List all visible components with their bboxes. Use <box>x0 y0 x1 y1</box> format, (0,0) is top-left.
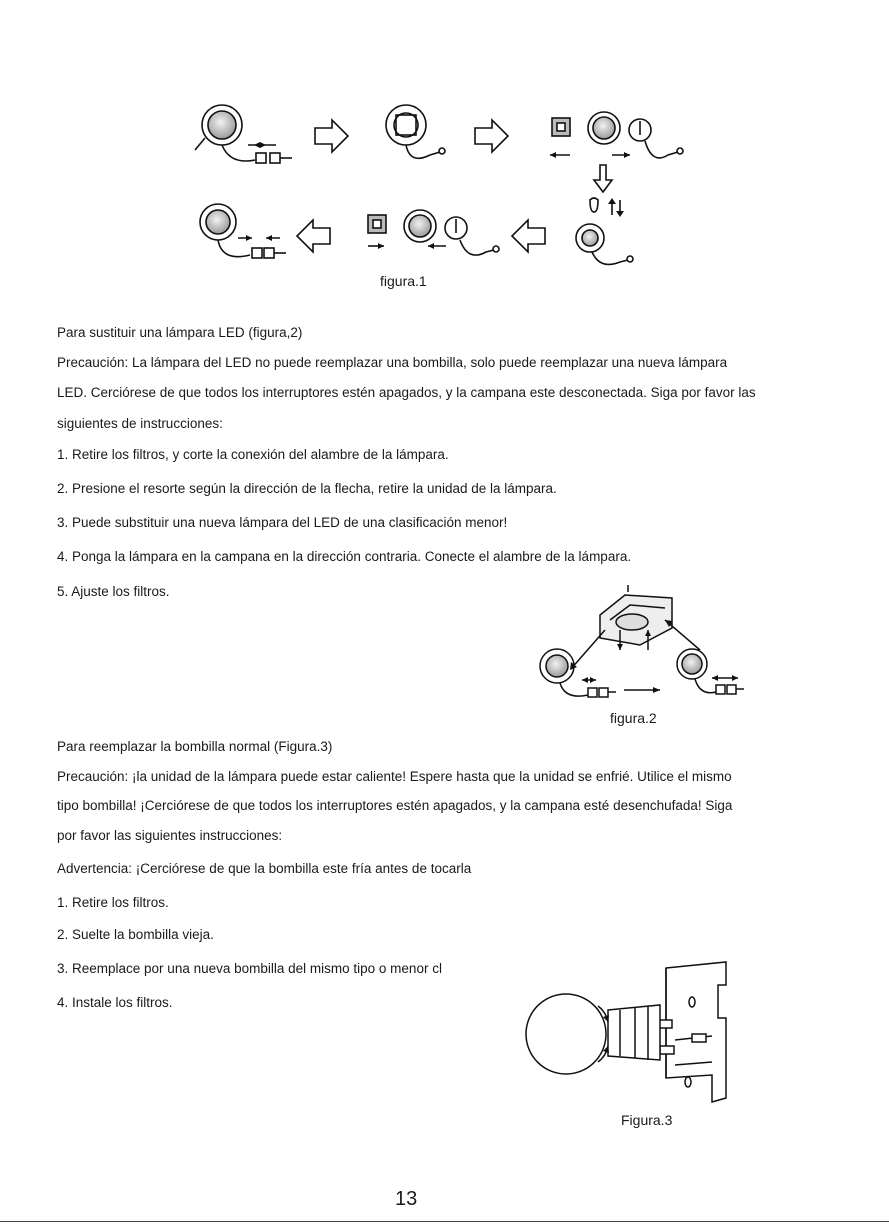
figure-2-illustration <box>0 580 889 720</box>
figure-1-illustration <box>0 0 889 290</box>
bulb-section-heading: Para reemplazar la bombilla normal (Figura.3) <box>57 739 333 754</box>
bulb-caution-line-3: por favor las siguientes instrucciones: <box>57 828 283 843</box>
figure-1-caption: figura.1 <box>380 273 427 289</box>
bulb-step-2: 2. Suelte la bombilla vieja. <box>57 927 214 942</box>
bulb-step-3: 3. Reemplace por una nueva bombilla del mismo tipo o menor cl <box>57 961 442 976</box>
bulb-step-1: 1. Retire los filtros. <box>57 895 169 910</box>
led-step-2: 2. Presione el resorte según la dirección de la flecha, retire la unidad de la lámpara. <box>57 481 557 496</box>
led-caution-line-3: siguientes de instrucciones: <box>57 416 223 431</box>
led-caution-line-1: Precaución: La lámpara del LED no puede reemplazar una bombilla, solo puede reemplazar una nueva lámpara <box>57 355 728 370</box>
figure-3-illustration <box>0 960 889 1110</box>
bulb-step-4: 4. Instale los filtros. <box>57 995 173 1010</box>
led-step-4: 4. Ponga la lámpara en la campana en la dirección contraria. Conecte el alambre de la lámpara. <box>57 549 632 564</box>
bulb-caution-line-2: tipo bombilla! ¡Cerciórese de que todos los interruptores estén apagados, y la campana esté desenchufada! Siga <box>57 798 733 813</box>
figure-3-caption: Figura.3 <box>621 1112 673 1128</box>
bulb-warning: Advertencia: ¡Cerciórese de que la bombilla este fría antes de tocarla <box>57 861 472 876</box>
page-number: 13 <box>395 1188 418 1210</box>
led-caution-line-2: LED. Cerciórese de que todos los interruptores estén apagados, y la campana este desconectada. Siga por favor las <box>57 385 756 400</box>
led-step-5: 5. Ajuste los filtros. <box>57 584 170 599</box>
led-step-3: 3. Puede substituir una nueva lámpara del LED de una clasificación menor! <box>57 515 508 530</box>
footer-rule <box>0 1221 889 1222</box>
led-step-1: 1. Retire los filtros, y corte la conexión del alambre de la lámpara. <box>57 447 449 462</box>
led-section-heading: Para sustituir una lámpara LED (figura,2) <box>57 325 303 340</box>
bulb-caution-line-1: Precaución: ¡la unidad de la lámpara puede estar caliente! Espere hasta que la unidad se enfrié. Utilice el mismo <box>57 769 732 784</box>
figure-2-caption: figura.2 <box>610 710 657 726</box>
